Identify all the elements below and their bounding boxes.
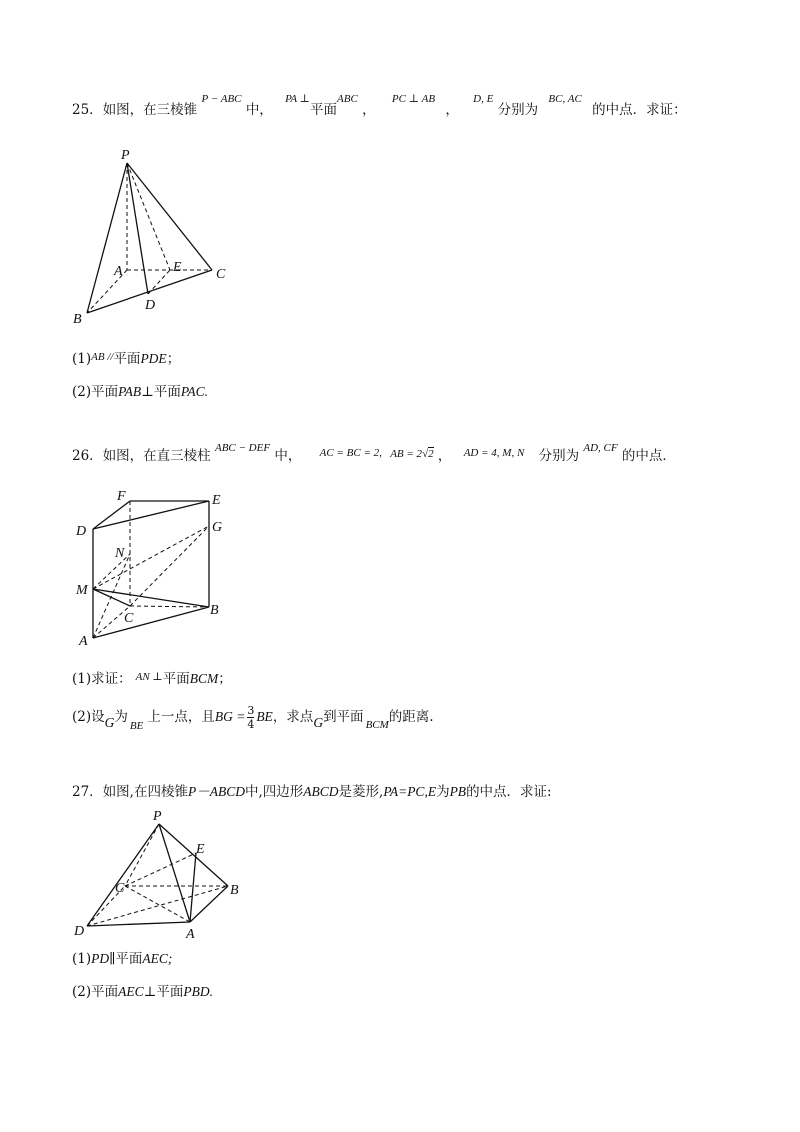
- q25-math-pc: PC ⊥ AB: [391, 93, 436, 105]
- q25-text-3: 平面: [310, 102, 338, 118]
- q26-eq2-pre: AB = 2: [390, 448, 423, 460]
- q26-math-eq3: AD = 4, M, N: [463, 447, 525, 459]
- question-number: 25．: [72, 102, 103, 118]
- q25-text-2: 中，: [245, 102, 273, 118]
- q25-p2-prefix: (2)平面: [72, 384, 119, 400]
- q27-math-abcd: ABCD: [303, 784, 339, 799]
- q25-p2-pab: PAB: [118, 384, 142, 399]
- q25-label-b: B: [73, 312, 82, 327]
- q26-label-m: M: [76, 583, 88, 598]
- fraction-denominator: 4: [247, 718, 255, 731]
- q27-p1-parallel: ∥平面: [109, 951, 143, 967]
- q27-p2-aec: AEC: [118, 984, 144, 999]
- q26-p2-g2: G: [313, 715, 324, 730]
- q27-label-b: B: [230, 883, 239, 898]
- q26-p2-text-5: 的距离.: [388, 709, 434, 725]
- q26-math-eq2: AB = 2√2: [390, 448, 434, 460]
- q25-p2-pac: PAC.: [180, 384, 208, 399]
- question-number: 26．: [72, 448, 103, 464]
- q25-p1-end: ；: [166, 351, 181, 367]
- q26-p2-be2: BE: [256, 709, 273, 724]
- q27-text-3: 是菱形,: [338, 784, 384, 800]
- q27-p1-prefix: (1): [72, 951, 92, 967]
- q26-label-d: D: [76, 524, 87, 539]
- q27-math-pabcd: P－ABCD: [187, 784, 245, 799]
- q26-text-2: 中，: [274, 448, 302, 464]
- q25-text-5: 的中点．求证：: [592, 102, 687, 118]
- q27-part-1: [72, 952, 172, 967]
- q25-label-c: C: [216, 267, 226, 282]
- q25-math-bcac: BC, AC: [548, 93, 582, 105]
- q26-p2-bcm: BCM: [365, 719, 389, 731]
- q26-comma: ，: [437, 448, 452, 464]
- q27-p2-perp: ⊥平面: [143, 984, 184, 1000]
- q26-eq2-rad: 2: [428, 448, 434, 460]
- q26-text-3: 分别为: [538, 448, 580, 464]
- q25-math-pa: PA ⊥: [285, 93, 311, 105]
- q27-label-a: A: [186, 927, 195, 942]
- q25-p1-ab: AB //: [91, 351, 114, 363]
- q27-math-pb: PB: [449, 784, 467, 799]
- q27-label-p: P: [153, 809, 162, 824]
- q25-label-e: E: [173, 260, 182, 275]
- q25-p1-text: 平面: [113, 351, 141, 367]
- q27-p1-pd: PD: [91, 951, 110, 966]
- q25-text-1: 如图，在三棱锥: [102, 102, 198, 118]
- q26-label-f: F: [117, 489, 126, 504]
- q27-text-4: 为: [436, 784, 450, 800]
- q26-text-1: 如图，在直三棱柱: [102, 448, 211, 464]
- q26-p2-text-3: ，求点: [272, 709, 314, 725]
- q26-label-c: C: [124, 611, 134, 626]
- q27-text-5: 的中点．求证:: [466, 784, 552, 800]
- q26-label-a: A: [79, 634, 88, 649]
- q26-p1-an: AN ⊥: [135, 671, 163, 683]
- q26-p2-text-1: 为: [114, 709, 128, 725]
- q27-p1-aec: AEC;: [142, 951, 173, 966]
- q27-math-papc: PA=PC,E: [383, 784, 437, 799]
- q27-text-2: 中,四边形: [244, 784, 304, 800]
- q26-math-eq1: AC = BC = 2,: [319, 447, 382, 459]
- q26-label-e: E: [212, 493, 221, 508]
- q27-label-c: C: [115, 881, 125, 896]
- q25-label-a: A: [114, 264, 123, 279]
- q26-math-adcf: AD, CF: [583, 442, 618, 454]
- q26-label-n: N: [115, 546, 125, 561]
- q25-comma-1: ，: [362, 102, 376, 118]
- q25-p1-pde: PDE: [140, 351, 167, 366]
- q25-label-p: P: [121, 148, 130, 163]
- q26-label-b: B: [210, 603, 219, 618]
- q26-p2-be: BE: [129, 720, 144, 732]
- q26-p2-text-4: 到平面: [323, 709, 364, 725]
- q27-p2-prefix: (2)平面: [72, 984, 119, 1000]
- q27-label-e: E: [196, 842, 205, 857]
- q25-p2-perp: ⊥平面: [141, 384, 181, 400]
- q26-math-prism: ABC − DEF: [214, 442, 271, 454]
- q26-text-4: 的中点．: [621, 448, 676, 464]
- q27-text-1: 如图,在四棱锥: [102, 784, 188, 800]
- q25-math-pabc: P − ABC: [201, 93, 242, 105]
- q27-part-2: [72, 985, 213, 1000]
- fraction-numerator: 3: [247, 704, 255, 717]
- q26-p2-bg: BG =: [214, 709, 246, 724]
- q26-p1-end: ；: [218, 671, 232, 687]
- q25-p1-prefix: (1): [72, 351, 92, 367]
- q27-label-d: D: [74, 924, 85, 939]
- q26-p2-prefix: (2)设: [72, 709, 105, 725]
- q25-math-de: D, E: [473, 93, 494, 105]
- q26-p2-text-2: 上一点，且: [147, 709, 215, 725]
- q26-p1-text: 平面: [162, 671, 190, 687]
- q25-text-4: 分别为: [497, 102, 539, 118]
- q25-comma-2: ，: [445, 102, 459, 118]
- q26-p1-prefix: (1)求证：: [72, 671, 132, 687]
- q27-p2-pbd: PBD.: [183, 984, 213, 999]
- q26-label-g: G: [212, 520, 223, 535]
- q25-math-abc: ABC: [337, 93, 358, 105]
- q25-label-d: D: [145, 298, 156, 313]
- q26-p1-bcm: BCM: [189, 671, 219, 686]
- question-number: 27．: [72, 784, 103, 800]
- q26-p2-g: G: [104, 715, 115, 730]
